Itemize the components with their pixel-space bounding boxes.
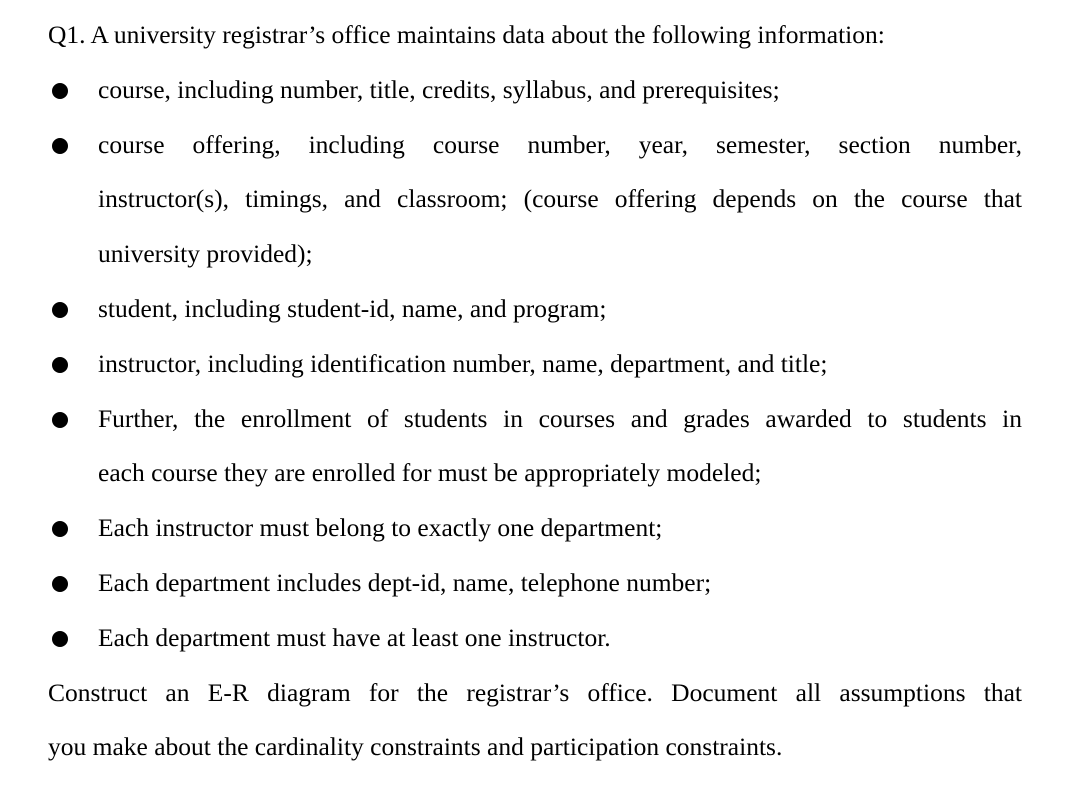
bullet-icon: [52, 521, 68, 537]
bullet-item-enrollment: [48, 392, 1022, 447]
instructions-line: you make about the cardinality constraints and participation constraints.: [48, 732, 783, 762]
bullet-text: Each instructor must belong to exactly one department;: [98, 513, 663, 543]
bullet-icon: [52, 83, 68, 99]
bullet-text: course, including number, title, credits, syllabus, and prerequisites;: [98, 74, 780, 104]
bullet-icon: [52, 412, 68, 428]
bullet-item-course: [48, 63, 1022, 118]
bullet-continuation: university provided);: [98, 239, 313, 269]
bullet-text: Further, the enrollment of students in courses and grades awarded to students in: [98, 403, 1022, 433]
bullet-item-department-instructor: [48, 611, 1022, 666]
bullet-item-instructor-department: [48, 501, 1022, 556]
bullet-text: course offering, including course number, year, semester, section number,: [98, 129, 1022, 159]
bullet-icon: [52, 631, 68, 647]
bullet-item-department-attributes: [48, 556, 1022, 611]
bullet-item-course-offering: [48, 118, 1022, 173]
document-page: [48, 8, 1022, 775]
bullet-continuation: each course they are enrolled for must be appropriately modeled;: [98, 458, 762, 488]
bullet-text: student, including student-id, name, and program;: [98, 293, 607, 323]
bullet-continuation: instructor(s), timings, and classroom; (course offering depends on the course that: [98, 184, 1022, 214]
bullet-item-student: [48, 282, 1022, 337]
bullet-icon: [52, 138, 68, 154]
bullet-text: instructor, including identification number, name, department, and title;: [98, 348, 828, 378]
bullet-item-instructor: [48, 337, 1022, 392]
bullet-text: Each department must have at least one instructor.: [98, 622, 611, 652]
question-title: Q1. A university registrar’s office maintains data about the following information:: [48, 20, 885, 49]
bullet-icon: [52, 302, 68, 318]
instructions-line: Construct an E-R diagram for the registrar’s office. Document all assumptions that: [48, 677, 1022, 707]
bullet-icon: [52, 576, 68, 592]
bullet-text: Each department includes dept-id, name, telephone number;: [98, 567, 712, 597]
bullet-icon: [52, 357, 68, 373]
